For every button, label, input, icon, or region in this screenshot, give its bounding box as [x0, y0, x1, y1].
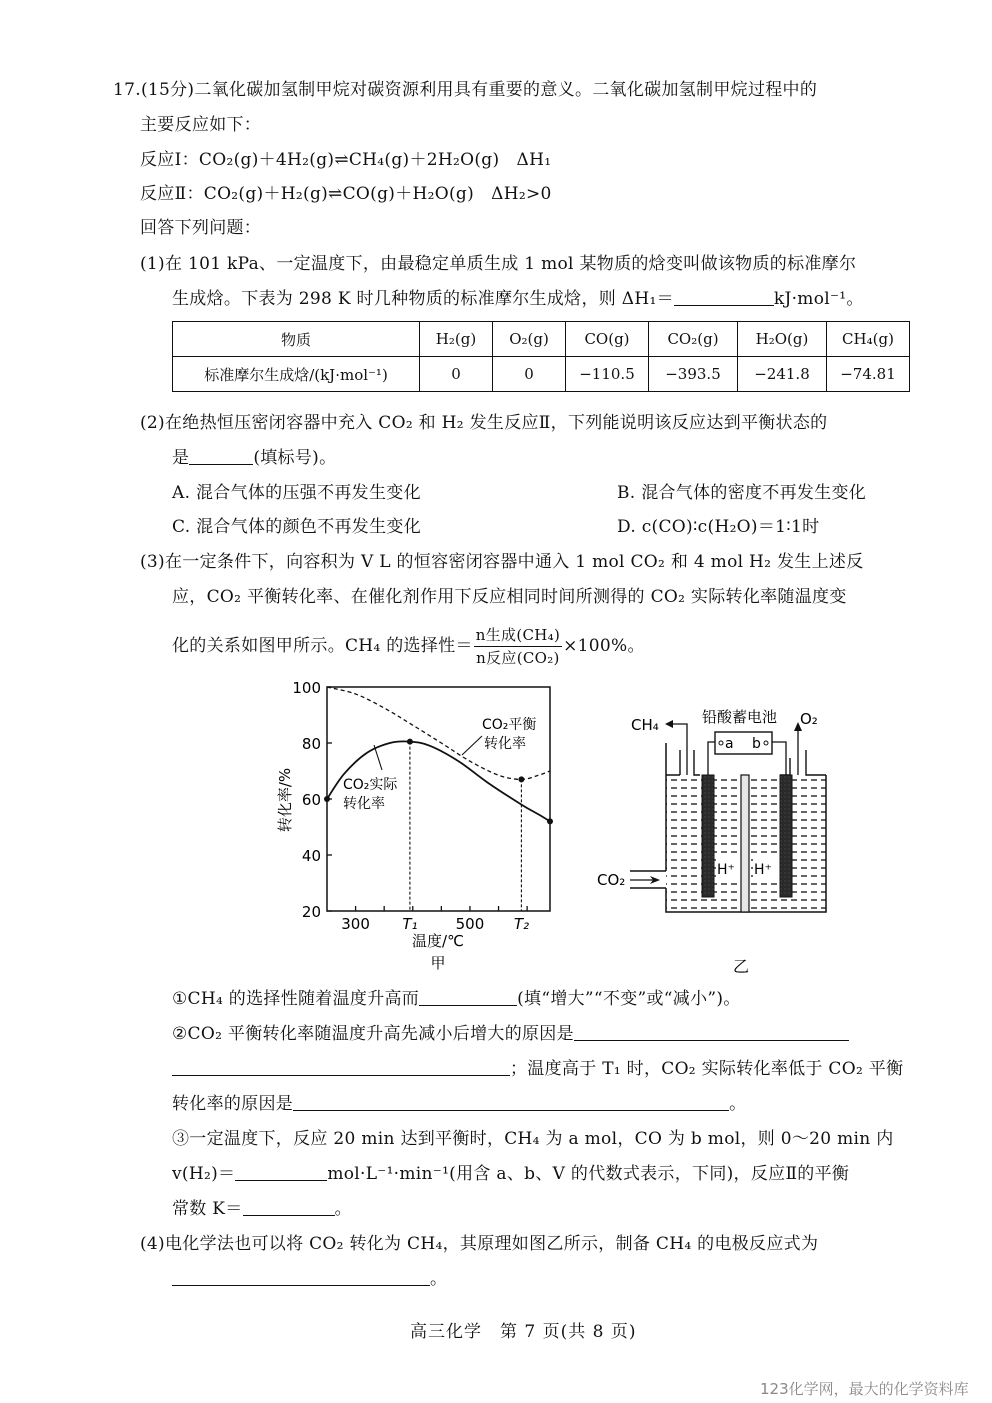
right-outlet-pipe — [780, 750, 826, 775]
leader-line-actual — [374, 745, 382, 770]
part3-q3-line1: ③一定温度下，反应 20 min 达到平衡时，CH₄ 为 a mol，CO 为 b mol，则 0～20 min 内 — [172, 1129, 894, 1149]
part4-line2 — [172, 1267, 447, 1291]
q3-text-c: 常数 K＝ — [172, 1199, 243, 1219]
part3-line2: 应，CO₂ 平衡转化率、在催化剂作用下反应相同时间所测得的 CO₂ 实际转化率随温度变 — [172, 587, 847, 607]
series-label-actual-2: 转化率 — [343, 796, 385, 812]
y-tick-label: 20 — [301, 903, 321, 921]
table-cell: −241.8 — [738, 357, 827, 392]
part1-label: (1) — [140, 254, 165, 274]
part2-line1 — [140, 411, 827, 435]
reaction-1 — [140, 148, 551, 172]
ch4-outlet-label: CH₄ — [631, 716, 659, 734]
y-tick-label: 80 — [301, 735, 321, 753]
y-tick-label: 100 — [292, 679, 321, 697]
part1-text-b: kJ·mol⁻¹。 — [773, 289, 864, 309]
option-c: C. 混合气体的颜色不再发生变化 — [172, 517, 422, 537]
table-header-cell: CH₄(g) — [827, 322, 910, 357]
part4-line1 — [140, 1232, 818, 1256]
reaction-2-label: 反应Ⅱ： — [140, 184, 204, 204]
q2-text-a: ②CO₂ 平衡转化率随温度升高先减小后增大的原因是 — [172, 1024, 574, 1044]
y-tick-label: 40 — [301, 847, 321, 865]
data-point — [547, 818, 553, 824]
part1-text-a: 生成焓。下表为 298 K 时几种物质的标准摩尔生成焓，则 ΔH₁＝ — [172, 289, 674, 309]
co2-inlet-label: CO₂ — [597, 871, 626, 889]
terminal-b-label: b — [752, 736, 761, 752]
y-axis-label: 转化率/% — [276, 767, 294, 833]
part1-line1 — [140, 252, 856, 276]
chart-title: 甲 — [430, 954, 446, 972]
q1-answer-blank[interactable] — [419, 987, 517, 1006]
table-header-cell: O₂(g) — [493, 322, 566, 357]
table-row — [173, 357, 910, 392]
question-points: (15分) — [140, 80, 195, 100]
rate-answer-blank[interactable] — [235, 1162, 327, 1181]
q3-text-b: mol·L⁻¹·min⁻¹(用含 a、b、V 的代数式表示，下同)，反应Ⅱ的平衡 — [327, 1164, 850, 1184]
table-header-cell: H₂(g) — [420, 322, 493, 357]
q3-text-a: v(H₂)＝ — [172, 1164, 236, 1184]
table-cell: −393.5 — [649, 357, 738, 392]
delta-h1-answer-blank[interactable] — [674, 287, 774, 306]
terminal-a-label: a — [725, 736, 734, 752]
x-marker-label: T₁ — [402, 915, 418, 933]
part3-q1 — [172, 987, 741, 1011]
part3-line3 — [172, 622, 645, 670]
q2-end: 。 — [729, 1094, 747, 1114]
enthalpy-table — [172, 321, 910, 392]
q2-answer-blank-2[interactable] — [172, 1057, 510, 1076]
fraction-denominator: n反应(CO₂) — [476, 649, 560, 667]
x-tick-label: 300 — [341, 915, 370, 933]
table-cell: −74.81 — [827, 357, 910, 392]
page-footer: 高三化学 第 7 页(共 8 页) — [410, 1322, 637, 1342]
x-marker-label: T₂ — [513, 915, 530, 933]
o2-outlet-label: O₂ — [800, 710, 818, 728]
table-cell: 0 — [493, 357, 566, 392]
question-intro-line2: 主要反应如下： — [140, 115, 262, 135]
question-number: 17. — [113, 80, 141, 100]
series-label-actual-1: CO₂实际 — [343, 777, 398, 793]
series-label-equilibrium-1: CO₂平衡 — [482, 717, 537, 733]
ion-label-left: H⁺ — [717, 862, 735, 878]
q1-text-b: (填“增大”“不变”或“减小”)。 — [517, 989, 741, 1009]
part3-text-a: 化的关系如图甲所示。CH₄ 的选择性＝ — [172, 636, 473, 656]
part3-q3-line2 — [172, 1162, 849, 1186]
table-cell: 0 — [420, 357, 493, 392]
part2-label: (2) — [140, 413, 165, 433]
reaction-2-enthalpy: ΔH₂>0 — [491, 184, 552, 204]
table-header-cell: CO(g) — [566, 322, 649, 357]
left-outlet-pipe — [666, 750, 700, 775]
watermark: 123化学网，最大的化学资料库 — [760, 1380, 969, 1398]
reaction-2 — [140, 182, 552, 206]
electrode-left — [702, 775, 714, 897]
proton-exchange-membrane — [741, 775, 749, 912]
data-point — [518, 776, 524, 782]
q2-answer-blank-1[interactable] — [574, 1022, 849, 1041]
part3-q2-line3 — [172, 1092, 746, 1116]
question-intro-line1 — [113, 78, 817, 102]
ch4-arrowhead-icon — [665, 720, 673, 728]
part3-q3-line3 — [172, 1197, 352, 1221]
leader-line-equilibrium — [462, 736, 482, 755]
q2-answer-blank-3[interactable] — [293, 1092, 729, 1111]
reaction-1-enthalpy: ΔH₁ — [516, 150, 552, 170]
fraction-numerator: n生成(CH₄) — [474, 624, 562, 647]
part2-answer-blank[interactable] — [189, 446, 253, 465]
electrolysis-diagram — [590, 695, 850, 980]
part3-line1 — [140, 550, 864, 574]
reaction-1-equation: CO₂(g)＋4H₂(g)⇌CH₄(g)＋2H₂O(g) — [198, 150, 500, 170]
part1-text: 在 101 kPa、一定温度下，由最稳定单质生成 1 mol 某物质的焓变叫做该物质的标准摩尔 — [164, 254, 857, 274]
table-row-label: 标准摩尔生成焓/(kJ·mol⁻¹) — [173, 357, 420, 392]
equilibrium-conversion-line — [327, 687, 550, 779]
part1-line2 — [172, 287, 864, 311]
part2-text-a: 是 — [172, 448, 190, 468]
intro-text: 二氧化碳加氢制甲烷对碳资源利用具有重要的意义。二氧化碳加氢制甲烷过程中的 — [194, 80, 818, 100]
q3-end: 。 — [334, 1199, 352, 1219]
part3-q2-line1 — [172, 1022, 849, 1046]
part3-q2-line2 — [172, 1057, 903, 1081]
part3-label: (3) — [140, 552, 165, 572]
series-label-equilibrium-2: 转化率 — [484, 736, 526, 752]
data-point — [324, 796, 330, 802]
part2-line2 — [172, 446, 336, 470]
option-d: D. c(CO)∶c(H₂O)＝1∶1时 — [617, 517, 820, 537]
reaction-1-label: 反应Ⅰ： — [140, 150, 199, 170]
ch4-arrow-icon — [670, 724, 687, 775]
part4-text: 电化学法也可以将 CO₂ 转化为 CH₄，其原理如图乙所示，制备 CH₄ 的电极反应式为 — [164, 1234, 819, 1254]
electrode-equation-blank[interactable] — [172, 1267, 430, 1286]
q2-text-b: ；温度高于 T₁ 时，CO₂ 实际转化率低于 CO₂ 平衡 — [510, 1059, 904, 1079]
part2-text: 在绝热恒压密闭容器中充入 CO₂ 和 H₂ 发生反应Ⅱ，下列能说明该反应达到平衡状态的 — [164, 413, 828, 433]
option-a: A. 混合气体的压强不再发生变化 — [172, 483, 421, 503]
electrode-right — [780, 775, 792, 897]
q1-text-a: ①CH₄ 的选择性随着温度升高而 — [172, 989, 420, 1009]
battery-label: 铅酸蓄电池 — [702, 708, 778, 726]
part3-text: 在一定条件下，向容积为 V L 的恒容密闭容器中通入 1 mol CO₂ 和 4 mol H₂ 发生上述反 — [164, 552, 864, 572]
reaction-2-equation: CO₂(g)＋H₂(g)⇌CO(g)＋H₂O(g) — [203, 184, 475, 204]
x-axis-label: 温度/℃ — [412, 932, 464, 950]
data-point — [407, 739, 413, 745]
part2-text-b: (填标号)。 — [253, 448, 337, 468]
diagram-caption: 乙 — [733, 957, 750, 976]
selectivity-fraction — [474, 624, 562, 669]
part4-label: (4) — [140, 1234, 165, 1254]
table-header-row — [173, 322, 910, 357]
table-cell: −110.5 — [566, 357, 649, 392]
answer-prompt: 回答下列问题： — [140, 218, 262, 238]
part4-end: 。 — [430, 1269, 448, 1289]
table-header-cell: H₂O(g) — [738, 322, 827, 357]
battery-box — [715, 732, 772, 754]
option-b: B. 混合气体的密度不再发生变化 — [617, 483, 867, 503]
k-answer-blank[interactable] — [243, 1197, 335, 1216]
x-tick-label: 500 — [455, 915, 485, 933]
conversion-rate-chart — [260, 670, 570, 980]
ion-label-right: H⁺ — [754, 862, 772, 878]
q2-text-c: 转化率的原因是 — [172, 1094, 294, 1114]
part3-text-b: ×100%。 — [563, 636, 645, 656]
table-header-cell: 物质 — [173, 322, 420, 357]
y-tick-label: 60 — [301, 791, 321, 809]
table-header-cell: CO₂(g) — [649, 322, 738, 357]
